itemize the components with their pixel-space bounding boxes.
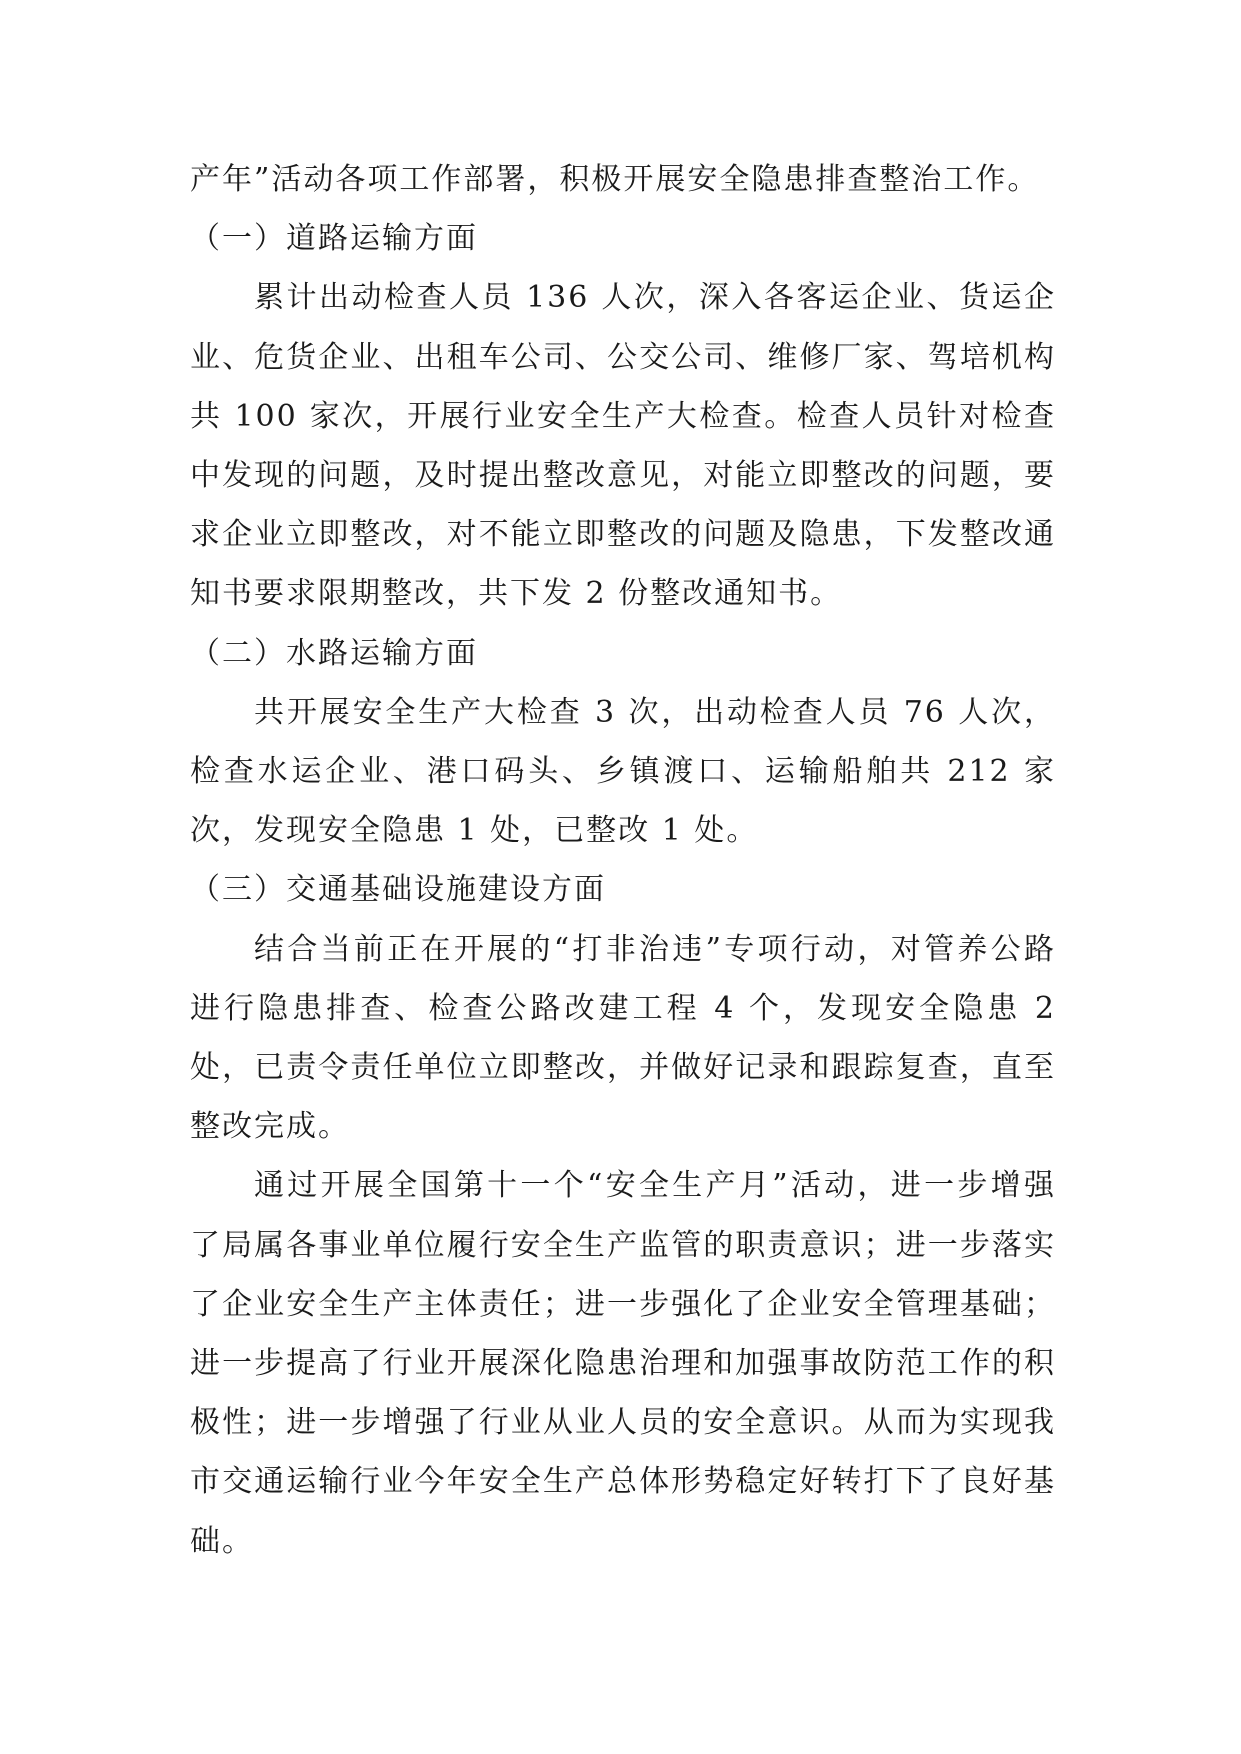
section-heading-water-transport: （二）水路运输方面 [190,635,478,671]
section-heading-infrastructure: （三）交通基础设施建设方面 [190,872,606,908]
paragraph-summary: 通过开展全国第十一个“安全生产月”活动，进一步增强了局属各事业单位履行安全生产监管的职责意识；进一步落实了企业安全生产主体责任；进一步强化了企业安全管理基础；进一步提高了行业开展深化隐患治理和加强事故防范工作的积极性；进一步增强了行业从业人员的安全意识。从而为实现我市交通运输行业今年安全生产总体形势稳定好转打下了良好基础。 [190,1168,1056,1559]
paragraph-water-transport: 共开展安全生产大检查 3 次，出动检查人员 76 人次，检查水运企业、港口码头、乡镇渡口、运输船舶共 212 家次，发现安全隐患 1 处，已整改 1 处。 [190,694,1056,849]
paragraph-road-transport: 累计出动检查人员 136 人次，深入各客运企业、货运企业、危货企业、出租车公司、公交公司、维修厂家、驾培机构共 100 家次，开展行业安全生产大检查。检查人员针对检查中发现的问题，及时提出整改意见，对能立即整改的问题，要求企业立即整改，对不能立即整改的问题及隐患，下发整改通知书要求限期整改，共下发 2 份整改通知书。 [190,280,1056,612]
document-body [190,150,1056,1571]
paragraph-continuation: 产年”活动各项工作部署，积极开展安全隐患排查整治工作。 [190,162,1040,197]
section-heading-road-transport: （一）道路运输方面 [190,221,478,257]
paragraph-infrastructure: 结合当前正在开展的“打非治违”专项行动，对管养公路进行隐患排查、检查公路改建工程 4 个，发现安全隐患 2 处，已责令责任单位立即整改，并做好记录和跟踪复查，直至整改完成。 [190,931,1056,1145]
